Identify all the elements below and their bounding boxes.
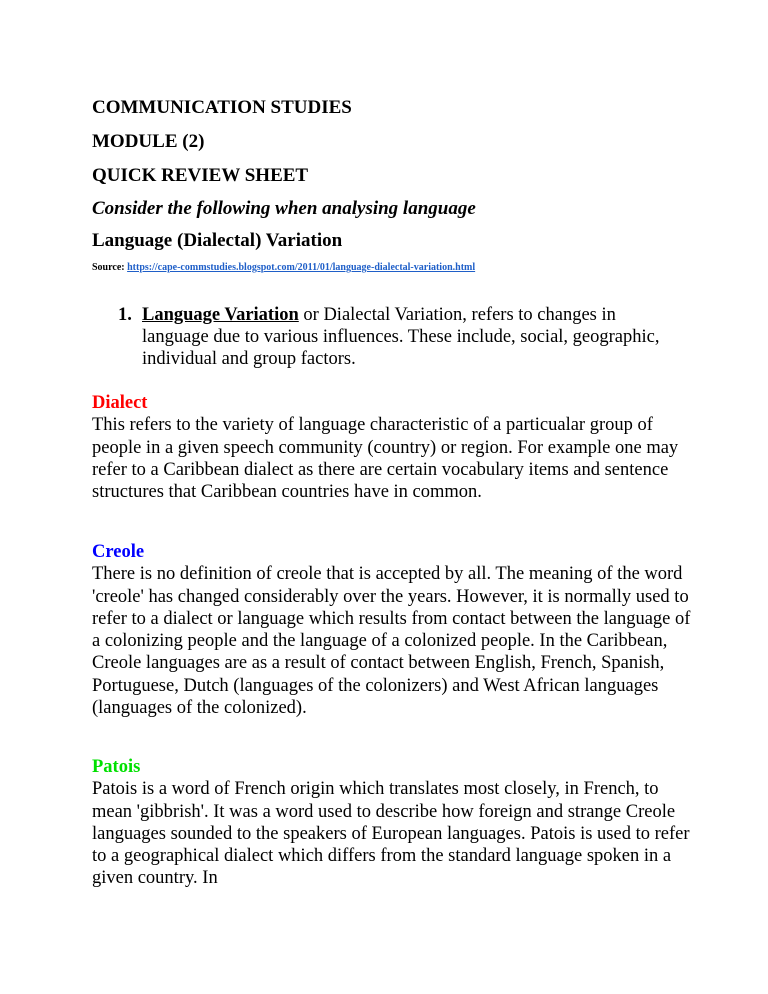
dialect-heading: Dialect — [92, 393, 148, 413]
patois-section — [92, 756, 692, 890]
list-item-text — [142, 304, 680, 370]
topic-heading: Language (Dialectal) Variation — [92, 230, 343, 251]
patois-heading: Patois — [92, 757, 141, 777]
course-title: COMMUNICATION STUDIES — [92, 97, 352, 118]
sheet-title: QUICK REVIEW SHEET — [92, 165, 309, 186]
instruction-text: Consider the following when analysing language — [92, 198, 476, 219]
source-label: Source: — [92, 262, 125, 273]
patois-body: Patois is a word of French origin which translates most closely, in French, to mean 'gibbrish'. It was a word used to describe how foreign and strange Creole languages sounded to the speakers of European languages. Patois is used to refer to a geographical dialect which differs from the standard language spoken in a given country. In — [92, 779, 690, 889]
source-link[interactable]: https://cape-commstudies.blogspot.com/2011/01/language-dialectal-variation.html — [127, 262, 476, 273]
creole-body: There is no definition of creole that is accepted by all. The meaning of the word 'creole' has changed considerably over the years. However, it is normally used to refer to a dialect or language which results from contact between the language of a colonizing people and the language of a colonized people. In the Caribbean, Creole languages are as a result of contact between English, French, Spanish, Portuguese, Dutch (languages of the colonizers) and West African languages (languages of the colonized). — [92, 564, 691, 719]
dialect-body: This refers to the variety of language characteristic of a particualar group of people in a given speech community (country) or region. For example one may refer to a Caribbean dialect as there are certain vocabulary items and sentence structures that Caribbean countries have in common. — [92, 415, 679, 503]
list-number: 1. — [118, 305, 132, 325]
dialect-section — [92, 392, 692, 503]
module-label: MODULE (2) — [92, 131, 205, 152]
creole-section — [92, 541, 692, 719]
list-description: or Dialectal Variation, refers to changes in language due to various influences. These include, social, geographic, individual and group factors. — [142, 305, 660, 369]
list-item — [110, 304, 680, 370]
source-line — [92, 262, 475, 274]
list-term: Language Variation — [142, 305, 299, 325]
creole-heading: Creole — [92, 542, 145, 562]
